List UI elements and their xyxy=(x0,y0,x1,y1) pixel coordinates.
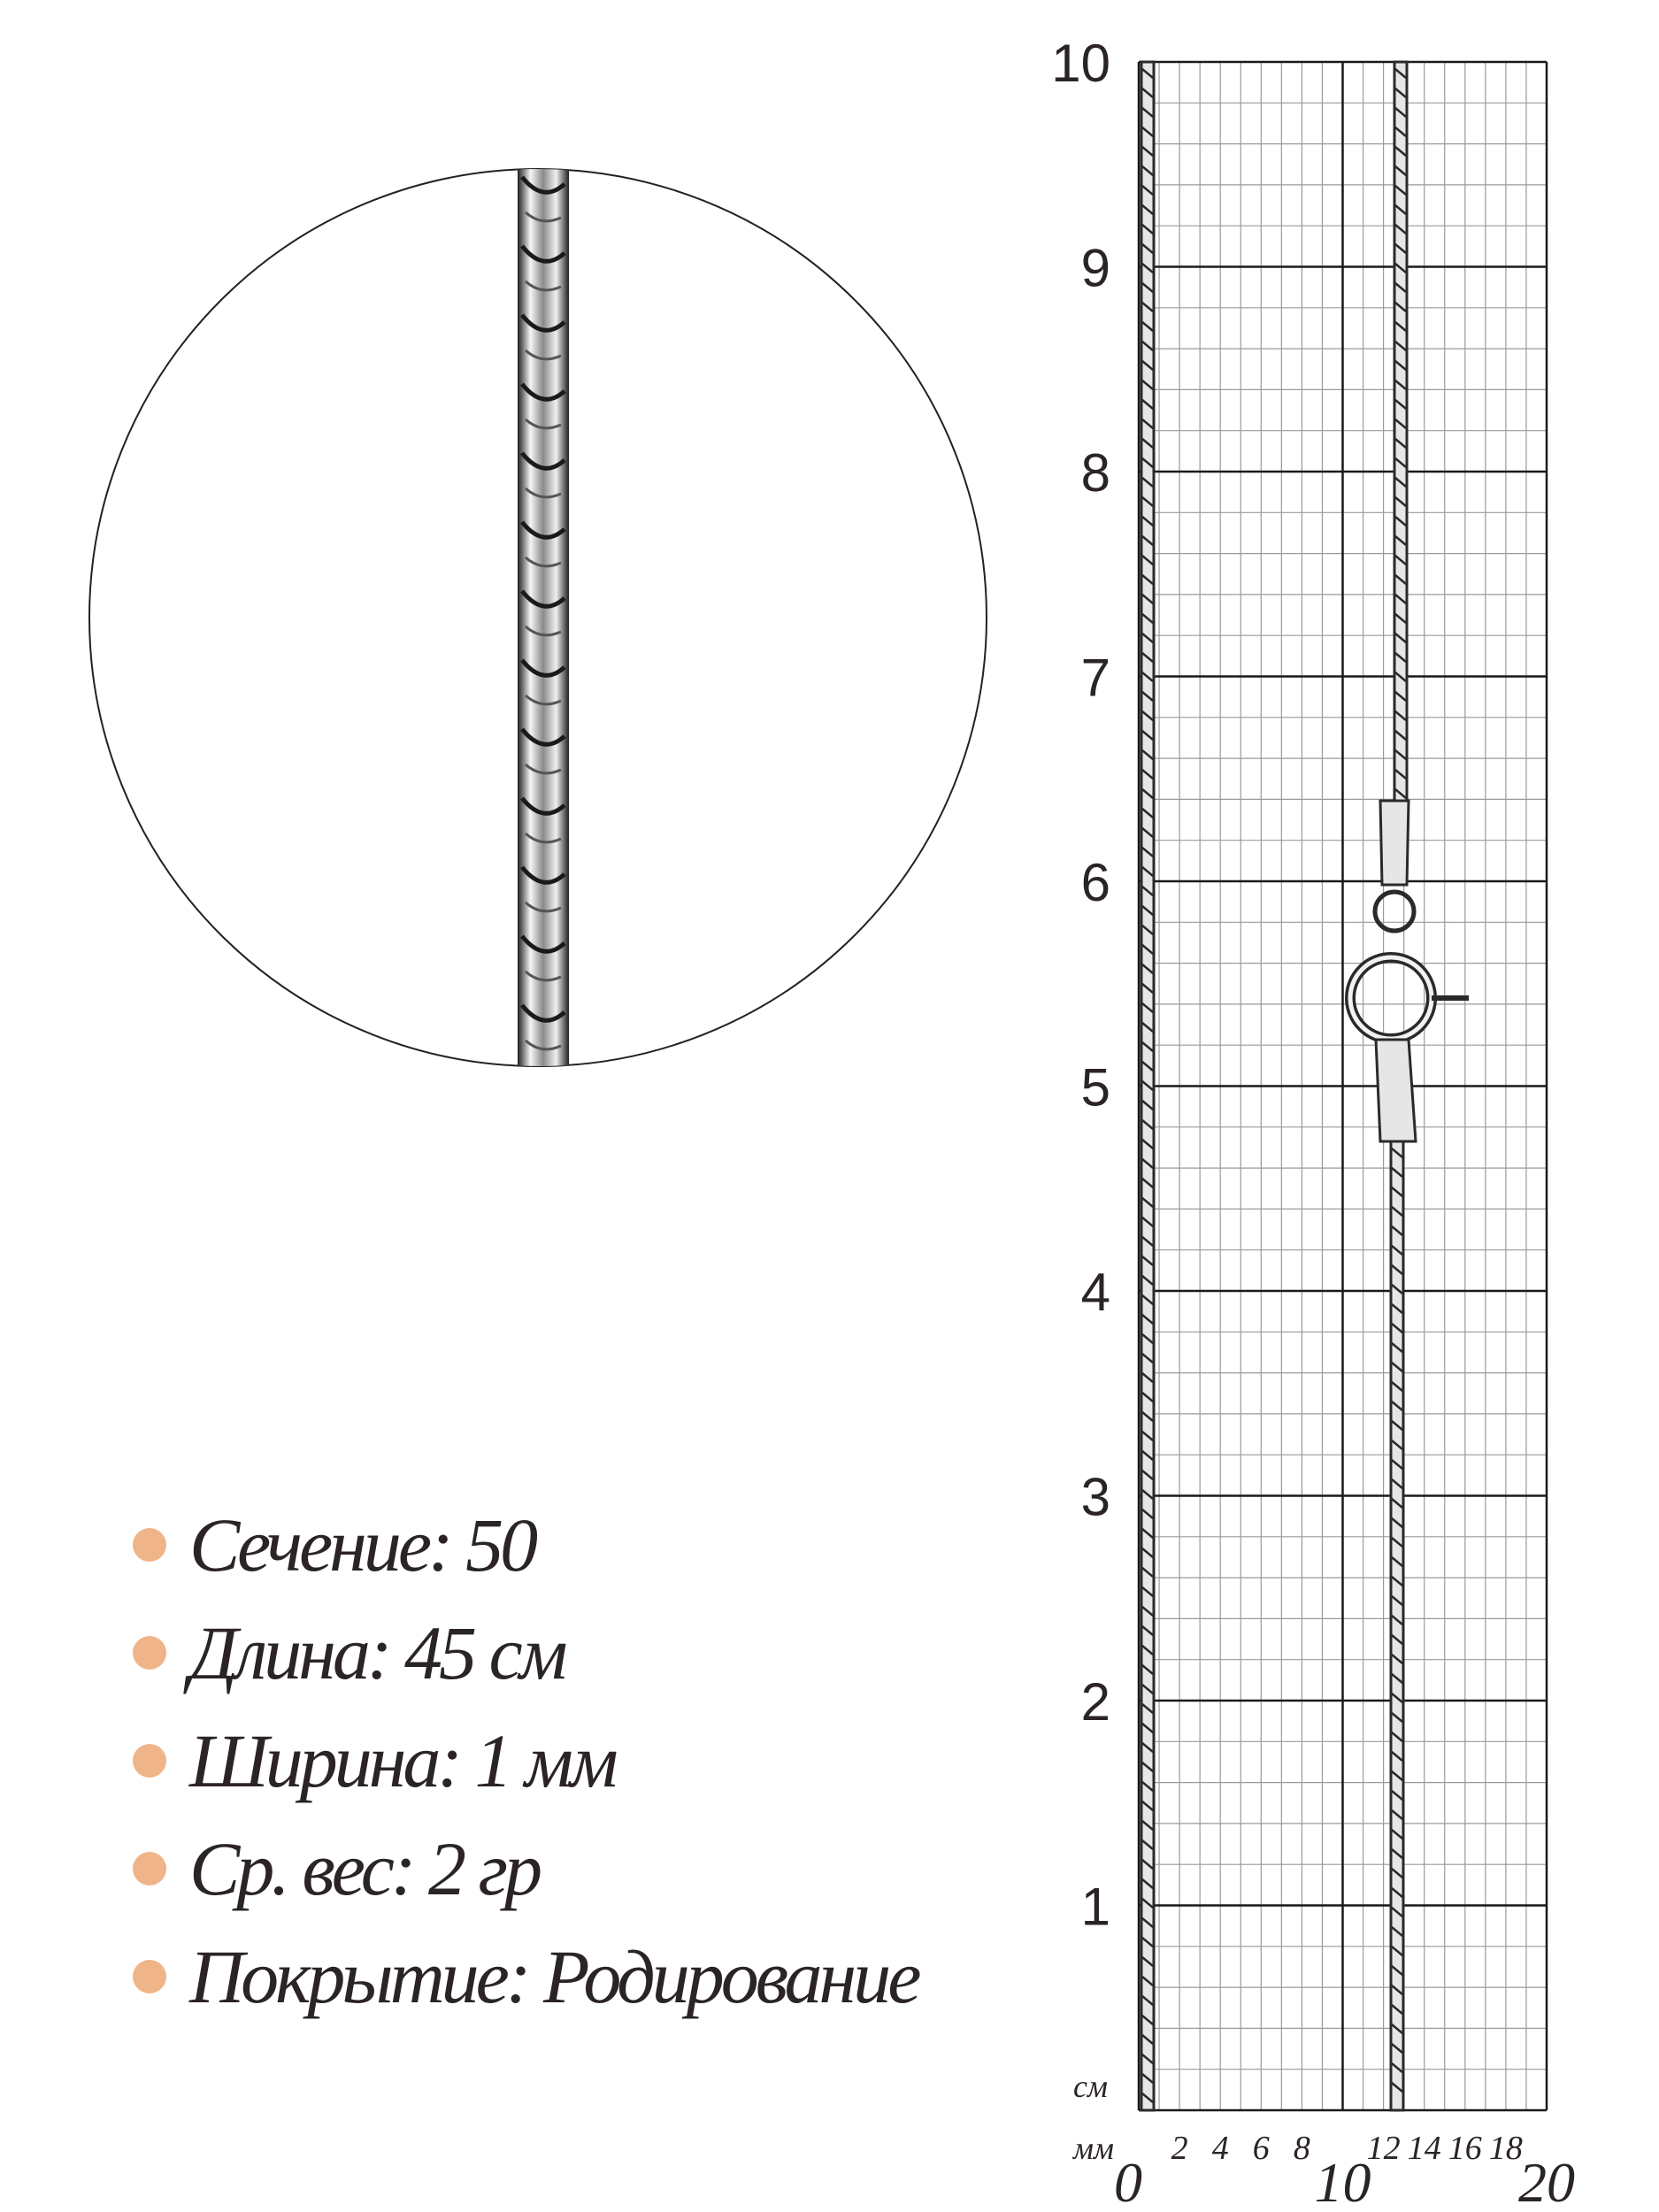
ruler-cm-unit: см xyxy=(1073,2069,1108,2104)
ruler-cm-label: 4 xyxy=(1080,1263,1110,1322)
ruler-cm-label: 10 xyxy=(1051,34,1110,93)
spec-label: Ср. вес: xyxy=(189,1826,413,1911)
spec-weight xyxy=(124,1815,991,1923)
ruler-cm-label: 2 xyxy=(1080,1672,1110,1732)
spec-label: Длина: xyxy=(189,1610,389,1695)
spec-length xyxy=(124,1599,991,1707)
ruler-mm-label: 8 xyxy=(1293,2130,1310,2167)
ruler-mm-unit: мм xyxy=(1073,2131,1114,2166)
ruler-cm-label: 5 xyxy=(1080,1057,1110,1118)
ruler-mm-label: 6 xyxy=(1252,2130,1270,2167)
spring-ring-clasp-icon xyxy=(1350,801,1469,1141)
spec-value: Родирование xyxy=(543,1934,918,2019)
circle-bullet-icon xyxy=(133,1960,166,1993)
ruler-cm-label: 7 xyxy=(1080,648,1110,708)
clasp-tab-top xyxy=(1380,801,1409,885)
ruler-mm-label: 16 xyxy=(1448,2130,1482,2167)
ruler-mm-big-label: 20 xyxy=(1518,2151,1575,2212)
ruler-cm-label: 6 xyxy=(1080,853,1110,912)
ruler-mm-label: 12 xyxy=(1366,2130,1401,2167)
spec-label: Сечение: xyxy=(189,1502,450,1587)
spec-value: 2 гр xyxy=(428,1826,540,1911)
ruler-mm-label: 14 xyxy=(1407,2130,1441,2167)
ruler-mm-label: 18 xyxy=(1488,2130,1523,2167)
ruler-mm-big-label: 10 xyxy=(1314,2151,1371,2212)
ruler-cm-labels xyxy=(1051,34,1110,1937)
circle-bullet-icon xyxy=(133,1528,166,1562)
spec-label: Ширина: xyxy=(189,1718,459,1803)
clasp-tab-bottom xyxy=(1376,1040,1416,1141)
circle-bullet-icon xyxy=(133,1852,166,1886)
ruler-cm-label: 9 xyxy=(1080,238,1110,298)
spec-value: 50 xyxy=(465,1502,535,1587)
spec-value: 1 мм xyxy=(474,1718,615,1803)
spec-value: 45 см xyxy=(404,1610,565,1695)
clasp-spring-ring-shine xyxy=(1350,957,1432,1039)
spec-list xyxy=(124,1491,991,2031)
ruler-mm-label: 4 xyxy=(1211,2130,1229,2167)
chain-strand-right-upper xyxy=(1394,62,1407,801)
ruler-cm-label: 1 xyxy=(1080,1877,1110,1937)
ruler-mm-big-label: 0 xyxy=(1114,2151,1142,2212)
circle-bullet-icon xyxy=(133,1744,166,1778)
ruler-mm-label: 2 xyxy=(1171,2130,1188,2167)
spec-section xyxy=(124,1491,991,1599)
ruler-cm-label: 3 xyxy=(1080,1467,1110,1527)
ruler-cm-label: 8 xyxy=(1080,443,1110,503)
spec-coating xyxy=(124,1923,991,2031)
clasp-jump-ring xyxy=(1375,892,1414,931)
spec-label: Покрытие: xyxy=(189,1934,528,2019)
spec-width xyxy=(124,1707,991,1815)
circle-bullet-icon xyxy=(133,1636,166,1670)
